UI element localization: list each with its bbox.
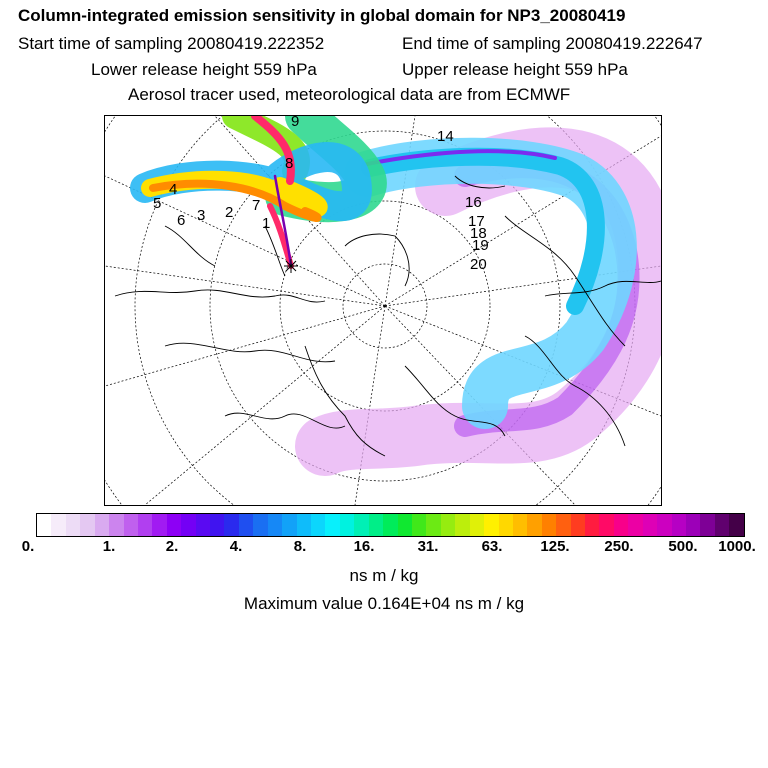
colorbar-swatch <box>398 514 412 536</box>
lower-release-height-label: Lower release height 559 hPa <box>91 60 317 79</box>
colorbar-tick-label: 250. <box>604 538 634 555</box>
colorbar-swatch <box>282 514 296 536</box>
colorbar-swatch <box>484 514 498 536</box>
day-label-9: 9 <box>291 116 300 130</box>
release-marker <box>284 259 298 273</box>
maximum-value-label: Maximum value 0.164E+04 ns m / kg <box>243 594 525 613</box>
day-label-5: 5 <box>153 195 162 212</box>
colorbar-swatch <box>325 514 339 536</box>
day-label-18: 18 <box>470 225 487 242</box>
colorbar-swatch <box>167 514 181 536</box>
colorbar-swatch <box>412 514 426 536</box>
day-label-14: 14 <box>437 128 454 145</box>
colorbar-swatch <box>715 514 729 536</box>
day-label-8: 8 <box>285 155 294 172</box>
colorbar-swatch <box>124 514 138 536</box>
colorbar-swatch <box>66 514 80 536</box>
colorbar-unit-label: ns m / kg <box>349 566 419 585</box>
colorbar-swatch <box>599 514 613 536</box>
colorbar-tick-label: 63. <box>481 538 503 555</box>
emission-sensitivity-map <box>104 115 662 506</box>
colorbar-swatch <box>571 514 585 536</box>
colorbar-tick-label: 1. <box>102 538 116 555</box>
colorbar-swatch <box>470 514 484 536</box>
colorbar-swatch <box>657 514 671 536</box>
colorbar-tick-label: 0. <box>21 538 35 555</box>
colorbar-swatch <box>369 514 383 536</box>
colorbar-swatch <box>224 514 238 536</box>
colorbar-swatch <box>686 514 700 536</box>
colorbar-swatch <box>80 514 94 536</box>
colorbar-swatch <box>109 514 123 536</box>
colorbar-swatch <box>138 514 152 536</box>
colorbar-tick-label: 8. <box>293 538 307 555</box>
colorbar-swatch <box>455 514 469 536</box>
colorbar-swatch <box>441 514 455 536</box>
colorbar-swatch <box>37 514 51 536</box>
colorbar-swatch <box>340 514 354 536</box>
day-label-19: 19 <box>472 237 489 254</box>
day-label-16: 16 <box>465 194 482 211</box>
colorbar-swatch <box>253 514 267 536</box>
colorbar-swatch <box>51 514 65 536</box>
colorbar-swatch <box>95 514 109 536</box>
colorbar <box>36 513 745 537</box>
colorbar-swatch <box>152 514 166 536</box>
colorbar-tick-label: 31. <box>417 538 439 555</box>
colorbar-swatch <box>181 514 195 536</box>
day-label-7: 7 <box>252 197 261 214</box>
colorbar-swatch <box>527 514 541 536</box>
colorbar-swatch <box>585 514 599 536</box>
day-label-1: 1 <box>262 215 271 232</box>
day-label-17: 17 <box>468 213 485 230</box>
colorbar-swatch <box>556 514 570 536</box>
plot-title: Column-integrated emission sensitivity in global domain for NP3_20080419 <box>18 6 626 25</box>
colorbar-swatch <box>513 514 527 536</box>
day-label-6: 6 <box>177 212 186 229</box>
day-label-20: 20 <box>470 256 487 273</box>
colorbar-swatch <box>268 514 282 536</box>
colorbar-tick-label: 125. <box>540 538 570 555</box>
colorbar-swatch <box>196 514 210 536</box>
colorbar-swatch <box>239 514 253 536</box>
colorbar-swatch <box>210 514 224 536</box>
start-time-label: Start time of sampling 20080419.222352 <box>18 34 325 53</box>
day-label-3: 3 <box>197 207 206 224</box>
colorbar-tick-label: 500. <box>668 538 698 555</box>
colorbar-tick-label: 1000. <box>718 538 756 555</box>
colorbar-swatch <box>672 514 686 536</box>
colorbar-swatch <box>426 514 440 536</box>
colorbar-swatch <box>700 514 714 536</box>
tracer-info-label: Aerosol tracer used, meteorological data are from ECMWF <box>128 85 571 104</box>
colorbar-swatch <box>499 514 513 536</box>
colorbar-swatch <box>297 514 311 536</box>
colorbar-swatch <box>354 514 368 536</box>
colorbar-swatch <box>628 514 642 536</box>
upper-release-height-label: Upper release height 559 hPa <box>402 60 628 79</box>
colorbar-swatch <box>643 514 657 536</box>
plume <box>145 116 649 446</box>
colorbar-swatch <box>614 514 628 536</box>
colorbar-tick-label: 16. <box>353 538 375 555</box>
day-label-4: 4 <box>169 181 178 198</box>
end-time-label: End time of sampling 20080419.222647 <box>402 34 703 53</box>
colorbar-swatch <box>542 514 556 536</box>
day-label-2: 2 <box>225 204 234 221</box>
colorbar-swatch <box>311 514 325 536</box>
colorbar-swatch <box>729 514 743 536</box>
colorbar-tick-label: 4. <box>229 538 243 555</box>
colorbar-swatch <box>383 514 397 536</box>
colorbar-tick-label: 2. <box>165 538 179 555</box>
